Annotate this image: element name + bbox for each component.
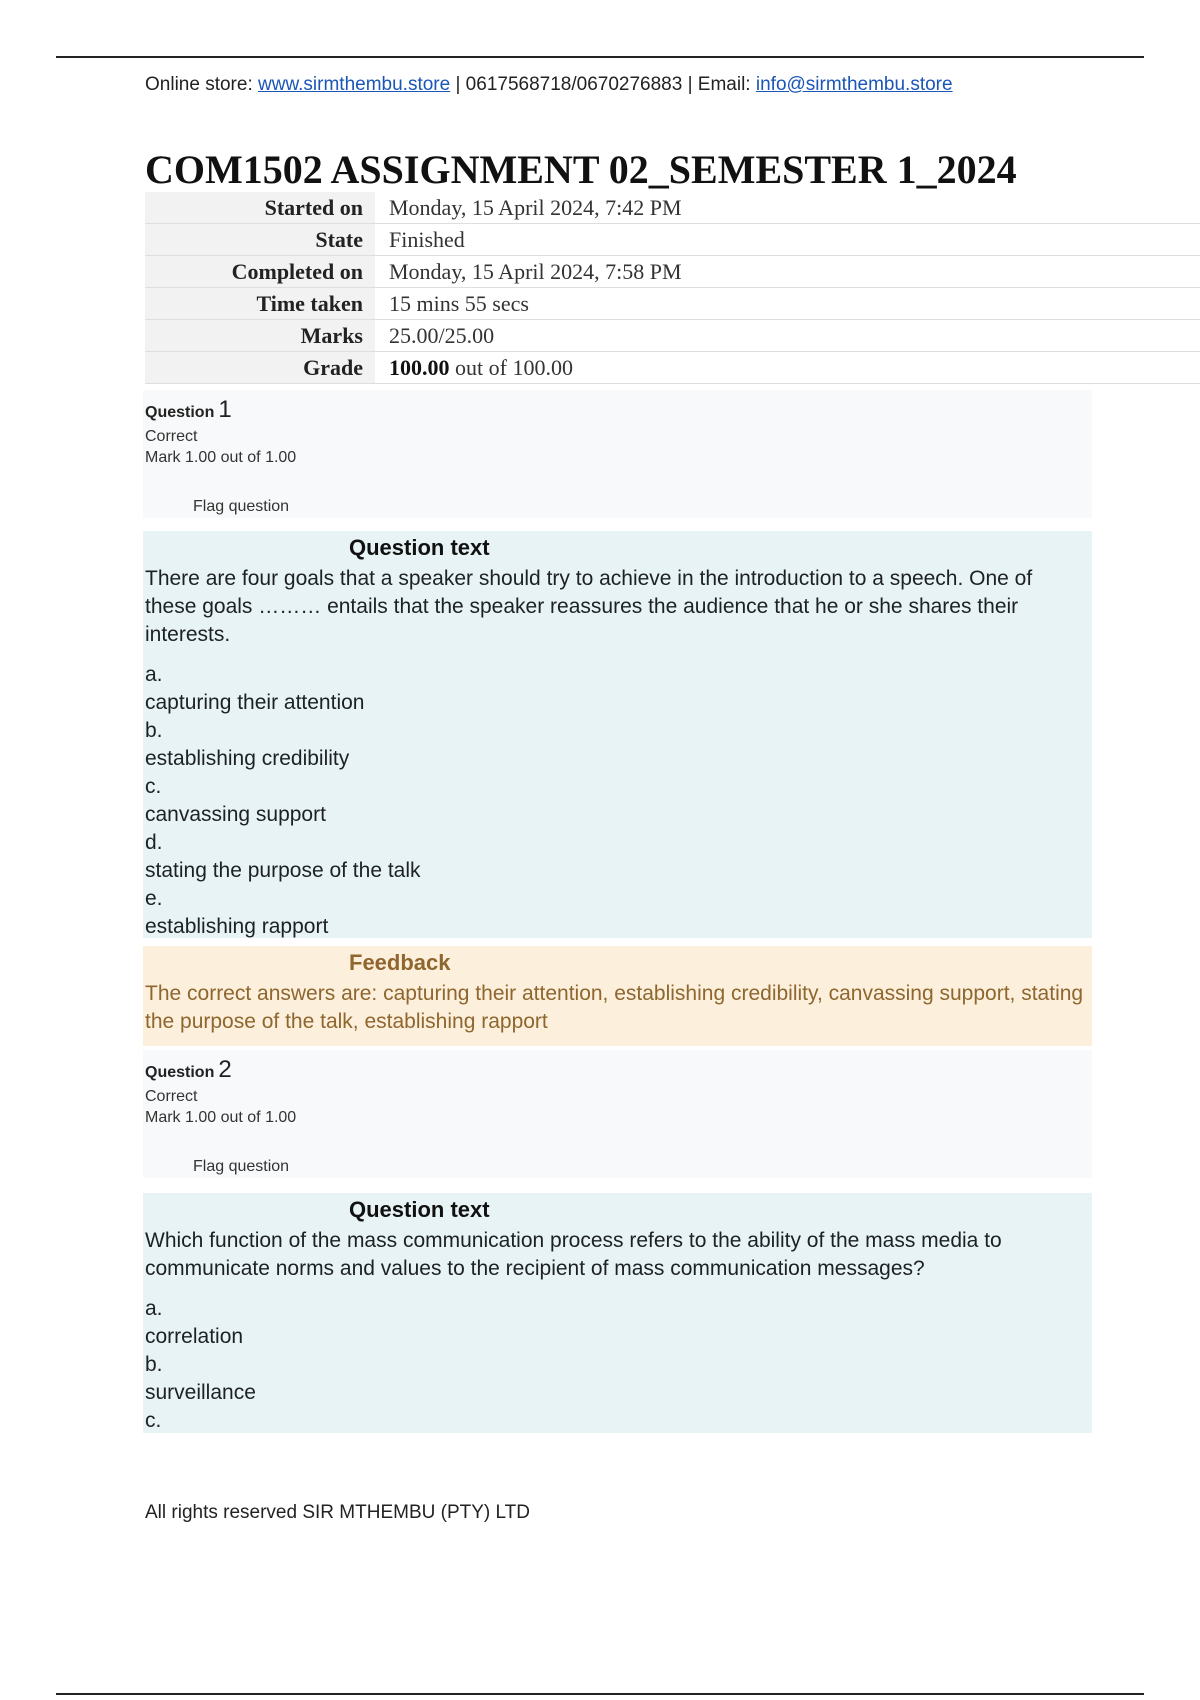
summary-row: [145, 288, 1200, 320]
summary-row-grade: [145, 352, 1200, 384]
question-text-heading: Question text: [349, 1197, 490, 1222]
flag-question-link[interactable]: Flag question: [193, 498, 290, 515]
summary-value: 15 mins 55 secs: [375, 288, 1200, 320]
feedback-text: The correct answers are: capturing their attention, establishing credibility, canvassing support, stating the purpose of the talk, establishing rapport: [145, 982, 1084, 1033]
question-text: Which function of the mass communication process refers to the ability of the mass media to communicate norms and values to the recipient of mass communication messages?: [145, 1229, 1002, 1280]
grade-score: 100.00: [389, 354, 450, 380]
summary-value: Finished: [375, 224, 1200, 256]
summary-key: Time taken: [145, 288, 375, 320]
summary-row: [145, 320, 1200, 352]
summary-value: Monday, 15 April 2024, 7:42 PM: [375, 192, 1200, 224]
attempt-summary-table: [145, 192, 1200, 384]
store-link[interactable]: www.sirmthembu.store: [258, 74, 451, 95]
option-letter: d.: [145, 831, 163, 854]
phone-numbers: | 0617568718/0670276883 | Email:: [455, 74, 751, 95]
question-number-value: 1: [218, 396, 232, 423]
summary-row: [145, 224, 1200, 256]
option-text[interactable]: surveillance: [145, 1381, 256, 1404]
summary-value: Monday, 15 April 2024, 7:58 PM: [375, 256, 1200, 288]
question-mark: Mark 1.00 out of 1.00: [145, 1109, 297, 1126]
summary-key: State: [145, 224, 375, 256]
question-label: Question: [145, 1064, 215, 1081]
store-label: Online store:: [145, 74, 253, 95]
question-state: Correct: [145, 428, 198, 445]
question-1-feedback: [143, 946, 1092, 1046]
email-link[interactable]: info@sirmthembu.store: [755, 74, 953, 95]
option-text[interactable]: establishing credibility: [145, 747, 350, 770]
question-mark: Mark 1.00 out of 1.00: [145, 449, 297, 466]
question-2-info: [143, 1050, 1092, 1178]
question-label: Question: [145, 404, 215, 421]
summary-key: Completed on: [145, 256, 375, 288]
option-letter: c.: [145, 1409, 162, 1432]
option-letter: b.: [145, 719, 163, 742]
option-letter: a.: [145, 1297, 163, 1320]
option-text[interactable]: establishing rapport: [145, 915, 329, 938]
question-text-heading: Question text: [349, 535, 490, 560]
question-number: [145, 396, 232, 424]
copyright-footer: All rights reserved SIR MTHEMBU (PTY) LTD: [145, 1502, 530, 1523]
question-number-value: 2: [218, 1056, 232, 1083]
question-number: [145, 1056, 232, 1084]
summary-key: Marks: [145, 320, 375, 352]
top-rule: [56, 56, 1144, 58]
summary-row: [145, 192, 1200, 224]
option-letter: c.: [145, 775, 162, 798]
summary-value: 25.00/25.00: [375, 320, 1200, 352]
option-letter: a.: [145, 663, 163, 686]
question-2-text-box: [143, 1193, 1092, 1433]
question-1-info: [143, 390, 1092, 518]
answer-options: [145, 661, 421, 941]
option-text[interactable]: canvassing support: [145, 803, 326, 826]
grade-key: Grade: [145, 352, 375, 384]
document-title: COM1502 ASSIGNMENT 02_SEMESTER 1_2024: [145, 147, 1017, 192]
option-text[interactable]: capturing their attention: [145, 691, 365, 714]
question-state: Correct: [145, 1088, 198, 1105]
option-letter: b.: [145, 1353, 163, 1376]
grade-value: [375, 352, 1200, 384]
summary-key: Started on: [145, 192, 375, 224]
summary-row: [145, 256, 1200, 288]
flag-question-link[interactable]: Flag question: [193, 1158, 290, 1175]
option-letter: e.: [145, 887, 163, 910]
question-1-text-box: [143, 531, 1092, 938]
question-text: There are four goals that a speaker should try to achieve in the introduction to a speech. One of these goals ……… entails that the speaker reassures the audience that he or she shares their interests.: [145, 567, 1033, 646]
store-contact-line: [145, 74, 953, 96]
option-text[interactable]: correlation: [145, 1325, 244, 1348]
answer-options: [145, 1295, 256, 1435]
bottom-rule: [56, 1693, 1144, 1695]
grade-out-of: out of 100.00: [449, 354, 573, 380]
option-text[interactable]: stating the purpose of the talk: [145, 859, 421, 882]
feedback-heading: Feedback: [349, 950, 451, 975]
